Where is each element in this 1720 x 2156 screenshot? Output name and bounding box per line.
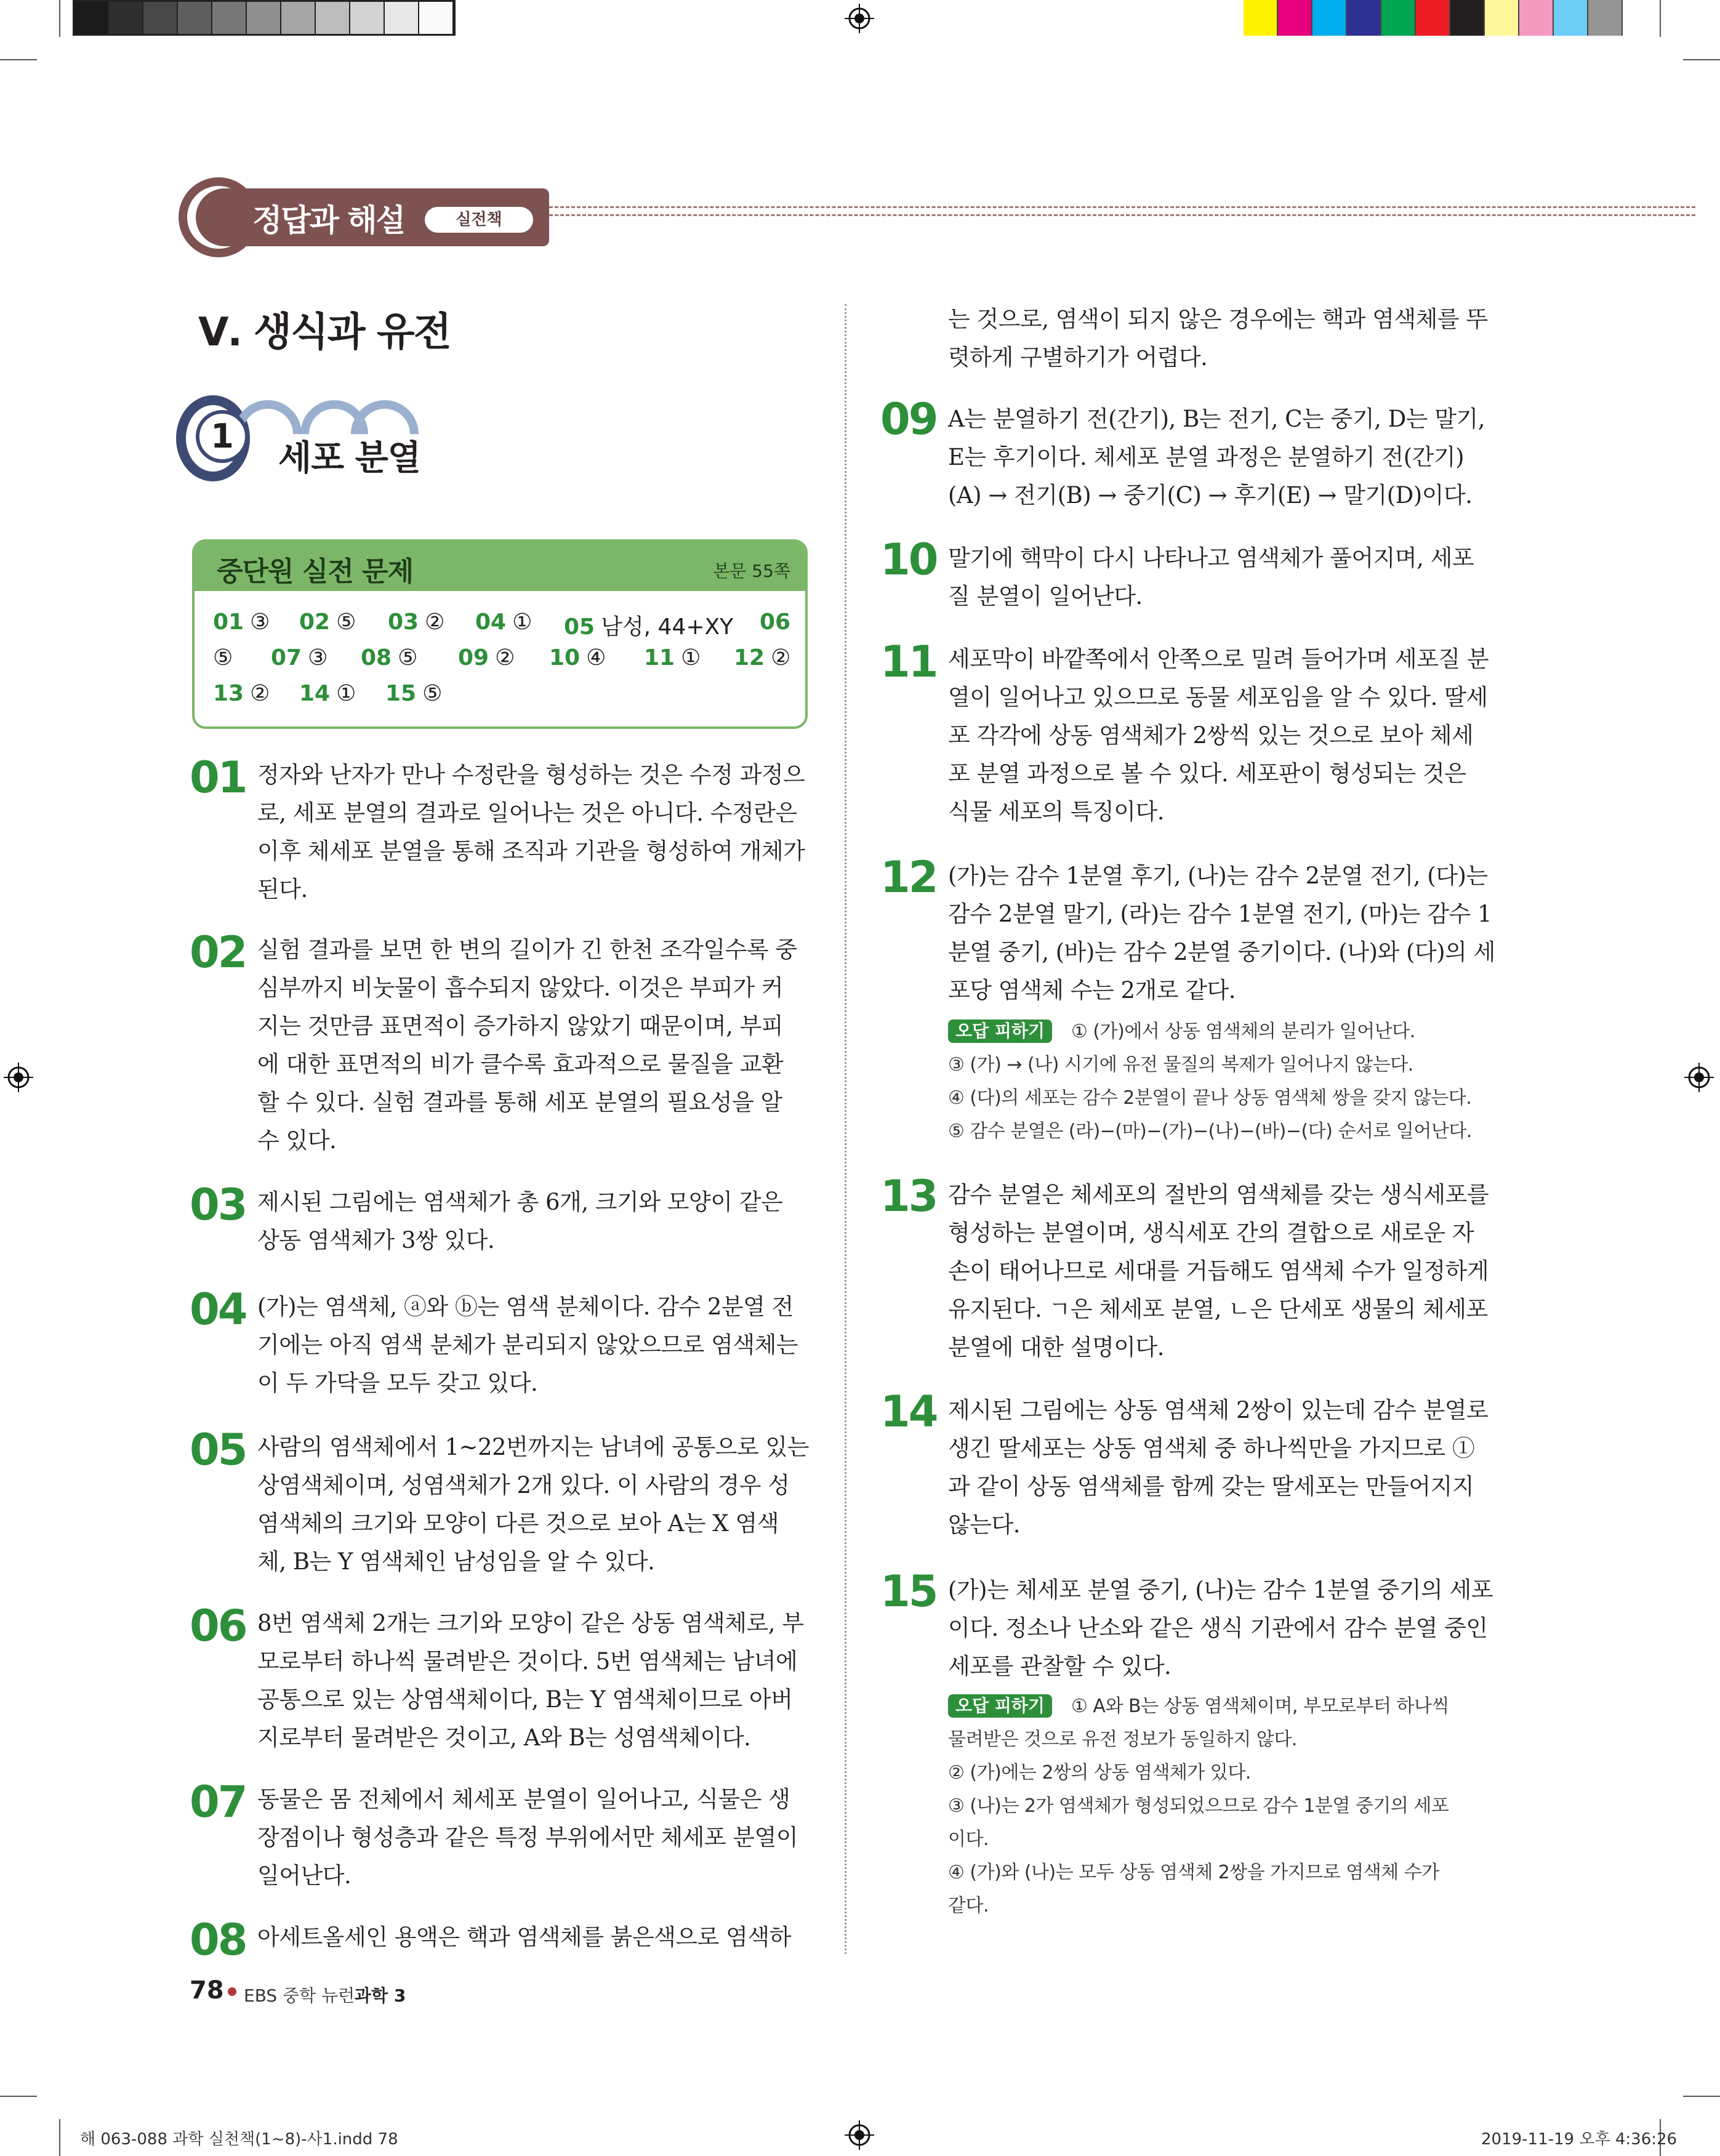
explanation-text: 정자와 난자가 만나 수정란을 형성하는 것은 수정 과정으 로, 세포 분열의 결과로 일어나는 것은 아니다. 수정란은 이후 체세포 분열을 통해 조직과 기관을 형성하여 개체가 된다. <box>257 762 805 903</box>
avoid-wrong-answer-notes: ① (가)에서 상동 염색체의 분리가 일어난다. ③ (가) → (나) 시기에 유전 물질의 복제가 일어나지 않는다. ④ (다)의 세포는 감수 2분열이 끝나 상동 염색체 쌍을 갖지 않는다. ⑤ 감수 분열은 (라)−(마)−(가)−(나)−(바)−(다) 순서로 일어난다. <box>948 1021 1472 1142</box>
header-title: 정답과 해설 <box>252 203 404 238</box>
crop-mark <box>0 59 37 60</box>
answer-item: 02 ⑤ <box>299 609 356 635</box>
footer-subject: 과학 3 <box>355 1985 406 2006</box>
avoid-wrong-answer-notes: ① A와 B는 상동 염색체이며, 부모로부터 하나씩 물려받은 것으로 유전 정보가 동일하지 않다. ② (가)에는 2쌍의 상동 염색체가 있다. ③ (나)는 2가 염색체가 형성되었으므로 감수 1분열 중기의 세포 이다. ④ (가)와 (나)는 모두 상동 염색체 2쌍을 가지므로 염색체 수가 같다. <box>948 1695 1449 1917</box>
registration-mark-icon <box>1684 1063 1714 1092</box>
question-number: 12 <box>880 852 937 903</box>
question-number: 11 <box>880 637 937 687</box>
question-number: 13 <box>880 1171 937 1221</box>
column-divider <box>845 304 846 1954</box>
answer-item: 11 ① <box>644 645 701 670</box>
answer-item: 13 ② <box>213 681 270 706</box>
slug-timestamp: 2019-11-19 오후 4:36:26 <box>1481 2130 1678 2149</box>
answer-item: 01 ③ <box>213 609 270 635</box>
crop-mark <box>59 2119 60 2156</box>
header-badge: 실전책 <box>425 207 533 233</box>
bullet-dot <box>228 1987 236 1996</box>
answer-item: 10 ④ <box>549 645 606 670</box>
explanation-text: 세포막이 바깥쪽에서 안쪽으로 밀려 들어가며 세포질 분 열이 일어나고 있으므로 동물 세포임을 알 수 있다. 딸세 포 각각에 상동 염색체가 2쌍씩 있는 것으로 보아 체세 포 분열 과정으로 볼 수 있다. 세포판이 형성되는 것은 식물 세포의 특징이다. <box>948 646 1489 825</box>
page-number: 78 <box>190 1976 224 2005</box>
unit-title: Ⅴ. 생식과 유전 <box>198 310 451 355</box>
crop-mark <box>1683 59 1720 60</box>
footer-book-title: EBS 중학 뉴런 <box>244 1985 355 2006</box>
question-number: 02 <box>190 927 246 978</box>
question-number: 07 <box>190 1777 246 1827</box>
question-number: 04 <box>190 1284 246 1335</box>
grayscale-calibration-bar <box>73 0 456 36</box>
answer-key-box <box>192 539 808 729</box>
answer-key-page-ref: 본문 55쪽 <box>713 561 790 581</box>
explanation-text: 아세트올세인 용액은 핵과 염색체를 붉은색으로 염색하 <box>257 1924 791 1950</box>
explanation-text: (가)는 감수 1분열 후기, (나)는 감수 2분열 전기, (다)는 감수 2분열 말기, (라)는 감수 1분열 전기, (마)는 감수 1 분열 중기, (바)는 감수 2분열 중기이다. (나)와 (다)의 세 포당 염색체 수는 2개로 같다. <box>948 863 1495 1004</box>
explanation-text: (가)는 체세포 분열 중기, (나)는 감수 1분열 중기의 세포 이다. 정소나 난소와 같은 생식 기관에서 감수 분열 중인 세포를 관찰할 수 있다. <box>948 1577 1493 1679</box>
answer-item: 06 <box>760 609 791 635</box>
answer-item: 12 ② <box>734 645 791 670</box>
crop-mark <box>59 0 60 37</box>
chapter-title: 세포 분열 <box>278 438 420 478</box>
question-number: 01 <box>190 752 246 803</box>
answer-item: 04 ① <box>475 609 532 635</box>
answer-item: 03 ② <box>388 609 445 635</box>
answer-item: 05 남성, 44+XY <box>564 614 734 640</box>
answer-key-header <box>195 542 805 591</box>
answer-item: ⑤ <box>213 645 233 670</box>
crop-mark <box>1683 2096 1720 2097</box>
explanation-text: 사람의 염색체에서 1~22번까지는 남녀에 공통으로 있는 상염색체이며, 성염색체가 2개 있다. 이 사람의 경우 성 염색체의 크기와 모양이 다른 것으로 보아 A는 X 염색 체, B는 Y 염색체인 남성임을 알 수 있다. <box>257 1434 810 1575</box>
answer-item: 09 ② <box>458 645 515 670</box>
chapter-number: 1 <box>196 410 249 463</box>
question-number: 15 <box>880 1566 937 1617</box>
crop-mark <box>1660 0 1661 37</box>
crop-mark <box>0 2096 37 2097</box>
explanation-continuation: 는 것으로, 염색이 되지 않은 경우에는 핵과 염색체를 뚜 렷하게 구별하기가 어렵다. <box>948 306 1488 371</box>
answer-item: 14 ① <box>299 681 356 706</box>
explanation-text: (가)는 염색체, ⓐ와 ⓑ는 염색 분체이다. 감수 2분열 전 기에는 아직 염색 분체가 분리되지 않았으므로 염색체는 이 두 가닥을 모두 갖고 있다. <box>257 1293 798 1396</box>
explanation-text: 제시된 그림에는 염색체가 총 6개, 크기와 모양이 같은 상동 염색체가 3쌍 있다. <box>257 1189 783 1253</box>
registration-mark-icon <box>845 2120 874 2150</box>
answer-key-title: 중단원 실전 문제 <box>217 556 414 587</box>
registration-mark-icon <box>845 4 874 33</box>
explanation-text: 감수 분열은 체세포의 절반의 염색체를 갖는 생식세포를 형성하는 분열이며, 생식세포 간의 결합으로 새로운 자 손이 태어나므로 세대를 거듭해도 염색체 수가 일정하게 유지된다. ㄱ은 체세포 분열, ㄴ은 단세포 생물의 체세포 분열에 대한 설명이다. <box>948 1181 1489 1361</box>
explanation-text: 동물은 몸 전체에서 체세포 분열이 일어나고, 식물은 생 장점이나 형성층과 같은 특정 부위에서만 체세포 분열이 일어난다. <box>257 1786 798 1889</box>
question-number: 06 <box>190 1601 246 1651</box>
explanation-text: 실험 결과를 보면 한 변의 길이가 긴 한천 조각일수록 중 심부까지 비눗물이 흡수되지 않았다. 이것은 부피가 커 지는 것만큼 표면적이 증가하지 않았기 때문이며, 부피 에 대한 표면적의 비가 클수록 효과적으로 물질을 교환 할 수 있다. 실험 결과를 통해 세포 분열의 필요성을 알 수 있다. <box>257 936 797 1154</box>
question-number: 08 <box>190 1915 246 1965</box>
slug-filename: 해 063-088 과학 실천책(1~8)-사1.indd 78 <box>80 2130 398 2149</box>
explanation-text: 말기에 핵막이 다시 나타나고 염색체가 풀어지며, 세포 질 분열이 일어난다. <box>948 545 1474 609</box>
answer-item: 15 ⑤ <box>385 681 443 706</box>
explanation-text: 8번 염색체 2개는 크기와 모양이 같은 상동 염색체로, 부 모로부터 하나씩 물려받은 것이다. 5번 염색체는 남녀에 공통으로 있는 상염색체이다, B는 Y 염색체이므로 아버 지로부터 물려받은 것이고, A와 B는 성염색체이다. <box>257 1610 804 1751</box>
question-number: 03 <box>190 1180 246 1230</box>
avoid-wrong-answer-badge: 오답 피하기 <box>948 1694 1052 1718</box>
avoid-wrong-answer-badge: 오답 피하기 <box>948 1020 1052 1043</box>
explanation-text: 제시된 그림에는 상동 염색체 2쌍이 있는데 감수 분열로 생긴 딸세포는 상동 염색체 중 하나씩만을 가지므로 ① 과 같이 상동 염색체를 함께 갖는 딸세포는 만들어지지 않는다. <box>948 1397 1489 1538</box>
color-calibration-bar <box>1244 0 1623 36</box>
question-number: 09 <box>880 394 937 444</box>
header-dashed-rule <box>549 206 1695 216</box>
question-number: 05 <box>190 1425 246 1475</box>
answer-item: 07 ③ <box>271 645 328 670</box>
question-number: 10 <box>880 534 937 585</box>
registration-mark-icon <box>4 1063 33 1092</box>
question-number: 14 <box>880 1386 937 1437</box>
explanation-text: A는 분열하기 전(간기), B는 전기, C는 중기, D는 말기, E는 후기이다. 체세포 분열 과정은 분열하기 전(간기) (A) → 전기(B) → 중기(C) → 후기(E) → 말기(D)이다. <box>948 406 1485 509</box>
answer-item: 08 ⑤ <box>361 645 418 670</box>
